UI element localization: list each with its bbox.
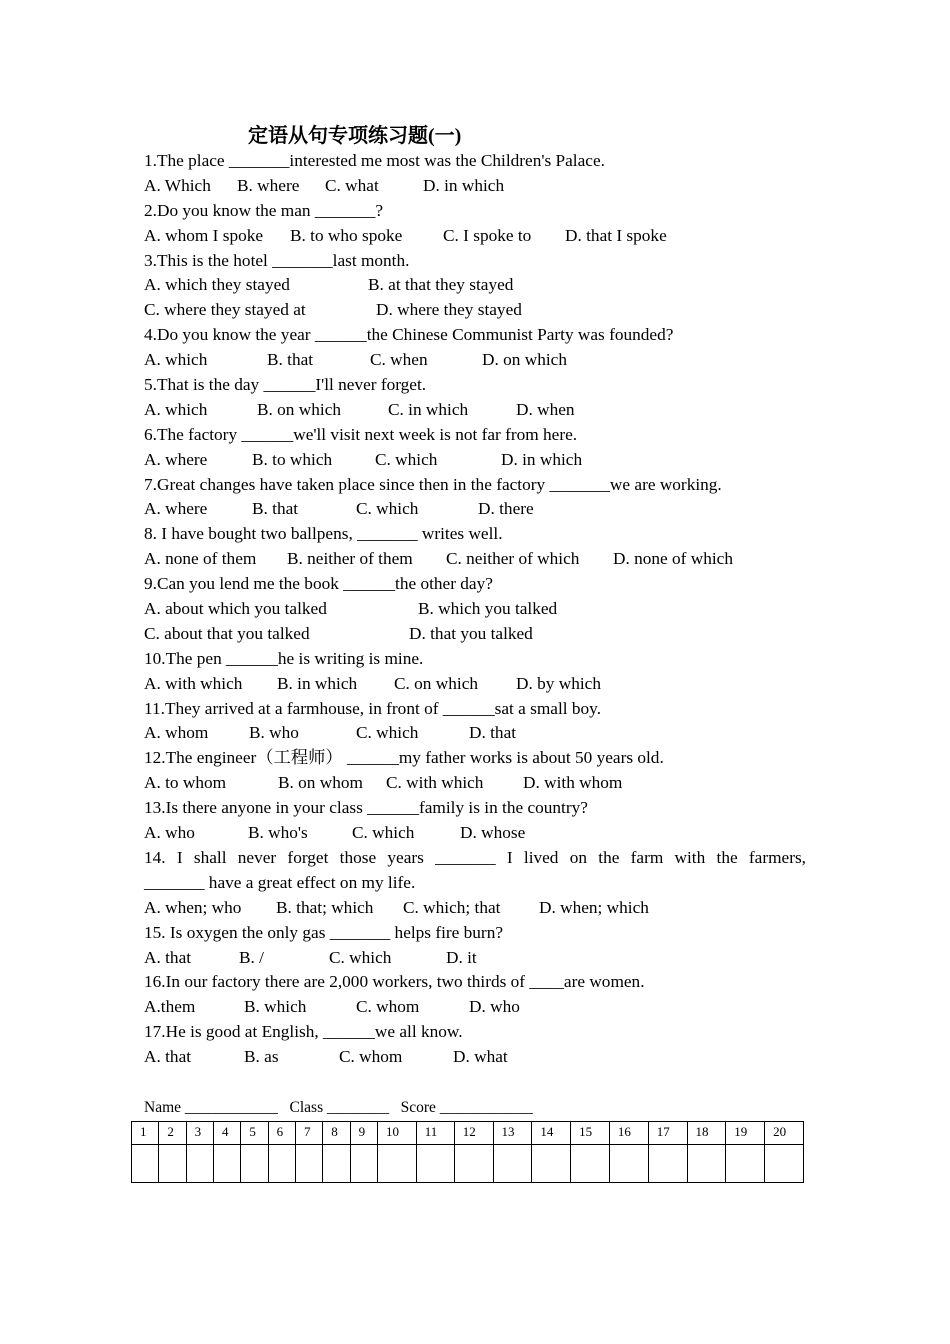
score-field-label: Score ____________ xyxy=(400,1099,533,1116)
answer-number-cell: 5 xyxy=(241,1122,268,1145)
question-stem: 1.The place _______interested me most was the Children's Palace. xyxy=(144,151,605,170)
option-choice: D. whose xyxy=(460,823,526,843)
option-choice: D. in which xyxy=(501,449,583,469)
option-row xyxy=(144,946,806,971)
option-choice: D. where they stayed xyxy=(376,300,522,320)
option-choice: A. that xyxy=(144,1047,192,1067)
question-stem-continued: _______ have a great effect on my life. xyxy=(144,872,416,892)
option-choice: C. which xyxy=(356,723,419,743)
option-choice: B. neither of them xyxy=(287,549,413,569)
answer-number-cell: 11 xyxy=(416,1122,454,1145)
question-stem: 4.Do you know the year ______the Chinese Communist Party was founded? xyxy=(144,325,674,345)
question-stem: 17.He is good at English, ______we all know. xyxy=(144,1022,463,1042)
option-choice: B. on whom xyxy=(278,773,363,793)
option-choice: D. by which xyxy=(516,673,601,693)
answer-blank-cell[interactable] xyxy=(268,1145,295,1183)
option-choice: C. I spoke to xyxy=(443,225,532,245)
answer-number-cell: 14 xyxy=(532,1122,571,1145)
option-choice: D. who xyxy=(469,997,520,1017)
option-choice: C. which; that xyxy=(403,897,501,917)
answer-blank-cell[interactable] xyxy=(350,1145,377,1183)
answer-blank-cell[interactable] xyxy=(295,1145,322,1183)
option-choice: C. whom xyxy=(356,997,420,1017)
question-stem: 10.The pen ______he is writing is mine. xyxy=(144,648,424,668)
option-choice: C. where they stayed at xyxy=(144,300,306,320)
option-choice: A. none of them xyxy=(144,549,257,569)
option-choice: C. in which xyxy=(388,399,469,419)
option-choice: D. none of which xyxy=(613,549,733,569)
option-choice: A. Which xyxy=(144,175,211,195)
answer-number-cell: 19 xyxy=(726,1122,765,1145)
option-choice: D. that xyxy=(469,723,517,743)
option-choice: D. there xyxy=(478,499,534,519)
option-row xyxy=(144,896,806,921)
option-choice: D. that I spoke xyxy=(565,225,667,245)
answer-blank-cell[interactable] xyxy=(726,1145,765,1183)
answer-blank-cell[interactable] xyxy=(213,1145,240,1183)
option-choice: B. as xyxy=(244,1047,279,1067)
answer-number-row xyxy=(132,1122,804,1145)
option-choice: B. who xyxy=(249,723,299,743)
question-stem: 3.This is the hotel _______last month. xyxy=(144,250,410,270)
answer-number-cell: 17 xyxy=(648,1122,687,1145)
option-row xyxy=(144,348,806,373)
answer-blank-cell[interactable] xyxy=(687,1145,726,1183)
option-row xyxy=(144,398,806,423)
answer-blank-row xyxy=(132,1145,804,1183)
question-stem: 15. Is oxygen the only gas _______ helps fire burn? xyxy=(144,922,503,942)
option-choice: C. with which xyxy=(386,773,484,793)
answer-table xyxy=(131,1121,804,1183)
name-field-label: Name ____________ xyxy=(144,1099,278,1116)
question-stem: 2.Do you know the man _______? xyxy=(144,200,384,220)
option-choice: B. to who spoke xyxy=(290,225,403,245)
answer-blank-cell[interactable] xyxy=(241,1145,268,1183)
answer-number-cell: 13 xyxy=(493,1122,532,1145)
option-choice: C. whom xyxy=(339,1047,403,1067)
option-choice: D. what xyxy=(453,1047,508,1067)
question-stem: 6.The factory ______we'll visit next week is not far from here. xyxy=(144,424,578,444)
option-choice: B. at that they stayed xyxy=(368,275,514,295)
option-choice: D. it xyxy=(446,947,477,967)
answer-blank-cell[interactable] xyxy=(186,1145,213,1183)
option-row xyxy=(144,547,806,572)
question-stem: 16.In our factory there are 2,000 workers, two thirds of ____are women. xyxy=(144,972,645,992)
option-choice: A. which xyxy=(144,399,208,419)
answer-blank-cell[interactable] xyxy=(159,1145,186,1183)
answer-blank-cell[interactable] xyxy=(648,1145,687,1183)
option-row xyxy=(144,721,806,746)
page-title: 定语从句专项练习题(一) xyxy=(248,125,462,147)
option-row xyxy=(144,1045,806,1070)
option-choice: B. that xyxy=(252,499,299,519)
question-stem: 11.They arrived at a farmhouse, in front of ______sat a small boy. xyxy=(144,698,602,718)
question-stem: 13.Is there anyone in your class ______family is in the country? xyxy=(144,798,588,818)
option-choice: C. which xyxy=(356,499,419,519)
option-choice: C. which xyxy=(352,823,415,843)
option-choice: B. in which xyxy=(277,673,358,693)
option-row xyxy=(144,273,806,298)
answer-number-cell: 18 xyxy=(687,1122,726,1145)
answer-blank-cell[interactable] xyxy=(377,1145,416,1183)
option-choice: A. where xyxy=(144,499,208,519)
option-row xyxy=(144,224,806,249)
option-choice: D. on which xyxy=(482,350,567,370)
option-choice: B. / xyxy=(239,947,264,967)
option-row xyxy=(144,821,806,846)
question-stem: 9.Can you lend me the book ______the other day? xyxy=(144,574,493,594)
option-choice: C. what xyxy=(325,175,379,195)
question-stem: 7.Great changes have taken place since then in the factory _______we are working. xyxy=(144,474,722,494)
option-choice: B. on which xyxy=(257,399,342,419)
answer-blank-cell[interactable] xyxy=(323,1145,350,1183)
student-info xyxy=(144,1097,533,1119)
answer-blank-cell[interactable] xyxy=(132,1145,159,1183)
question-stem: 14. I shall never forget those years _______ I lived on the farm with the farmers, xyxy=(144,847,806,867)
question-list xyxy=(144,149,806,1070)
question-stem: 12.The engineer（工程师） ______my father works is about 50 years old. xyxy=(144,748,664,768)
option-choice: A. to whom xyxy=(144,773,227,793)
answer-number-cell: 2 xyxy=(159,1122,186,1145)
option-choice: C. which xyxy=(329,947,392,967)
option-choice: B. where xyxy=(237,175,300,195)
option-choice: A. whom xyxy=(144,723,209,743)
answer-blank-cell[interactable] xyxy=(609,1145,648,1183)
option-choice: B. who's xyxy=(248,823,308,843)
option-choice: D. when; which xyxy=(539,897,649,917)
option-row xyxy=(144,298,806,323)
option-choice: C. when xyxy=(370,350,428,370)
option-choice: C. about that you talked xyxy=(144,623,310,643)
answer-number-cell: 20 xyxy=(765,1122,804,1145)
answer-blank-cell[interactable] xyxy=(416,1145,454,1183)
option-choice: A. that xyxy=(144,947,192,967)
question-stem: 8. I have bought two ballpens, _______ writes well. xyxy=(144,524,503,544)
answer-blank-cell[interactable] xyxy=(493,1145,532,1183)
option-choice: C. on which xyxy=(394,673,479,693)
option-row xyxy=(144,771,806,796)
answer-number-cell: 3 xyxy=(186,1122,213,1145)
option-choice: D. in which xyxy=(423,175,505,195)
option-row xyxy=(144,995,806,1020)
option-row xyxy=(144,672,806,697)
answer-blank-cell[interactable] xyxy=(571,1145,610,1183)
answer-blank-cell[interactable] xyxy=(532,1145,571,1183)
option-choice: B. to which xyxy=(252,449,333,469)
option-choice: A. whom I spoke xyxy=(144,225,264,245)
option-row xyxy=(144,622,806,647)
option-choice: B. that xyxy=(267,350,314,370)
option-choice: B. which you talked xyxy=(418,599,558,619)
option-row xyxy=(144,174,806,199)
option-choice: A. with which xyxy=(144,673,243,693)
question-stem: 5.That is the day ______I'll never forget. xyxy=(144,375,427,395)
answer-number-cell: 10 xyxy=(377,1122,416,1145)
answer-number-cell: 6 xyxy=(268,1122,295,1145)
answer-number-cell: 15 xyxy=(571,1122,610,1145)
option-row xyxy=(144,448,806,473)
option-choice: C. neither of which xyxy=(446,549,580,569)
answer-number-cell: 8 xyxy=(323,1122,350,1145)
option-choice: C. which xyxy=(375,449,438,469)
option-row xyxy=(144,597,806,622)
answer-number-cell: 16 xyxy=(609,1122,648,1145)
answer-number-cell: 7 xyxy=(295,1122,322,1145)
answer-blank-cell[interactable] xyxy=(765,1145,804,1183)
class-field-label: Class ________ xyxy=(289,1099,389,1116)
option-choice: A. who xyxy=(144,823,195,843)
option-choice: A. which they stayed xyxy=(144,275,290,295)
option-choice: A. where xyxy=(144,449,208,469)
answer-blank-cell[interactable] xyxy=(454,1145,493,1183)
option-choice: A. which xyxy=(144,350,208,370)
option-choice: A. when; who xyxy=(144,897,242,917)
answer-number-cell: 1 xyxy=(132,1122,159,1145)
answer-number-cell: 9 xyxy=(350,1122,377,1145)
option-choice: B. which xyxy=(244,997,307,1017)
option-choice: D. that you talked xyxy=(409,623,533,643)
option-choice: A.them xyxy=(144,997,196,1017)
option-choice: A. about which you talked xyxy=(144,599,327,619)
answer-number-cell: 4 xyxy=(213,1122,240,1145)
answer-number-cell: 12 xyxy=(454,1122,493,1145)
option-choice: D. with whom xyxy=(523,773,623,793)
option-choice: D. when xyxy=(516,399,575,419)
option-choice: B. that; which xyxy=(276,897,374,917)
option-row xyxy=(144,497,806,522)
